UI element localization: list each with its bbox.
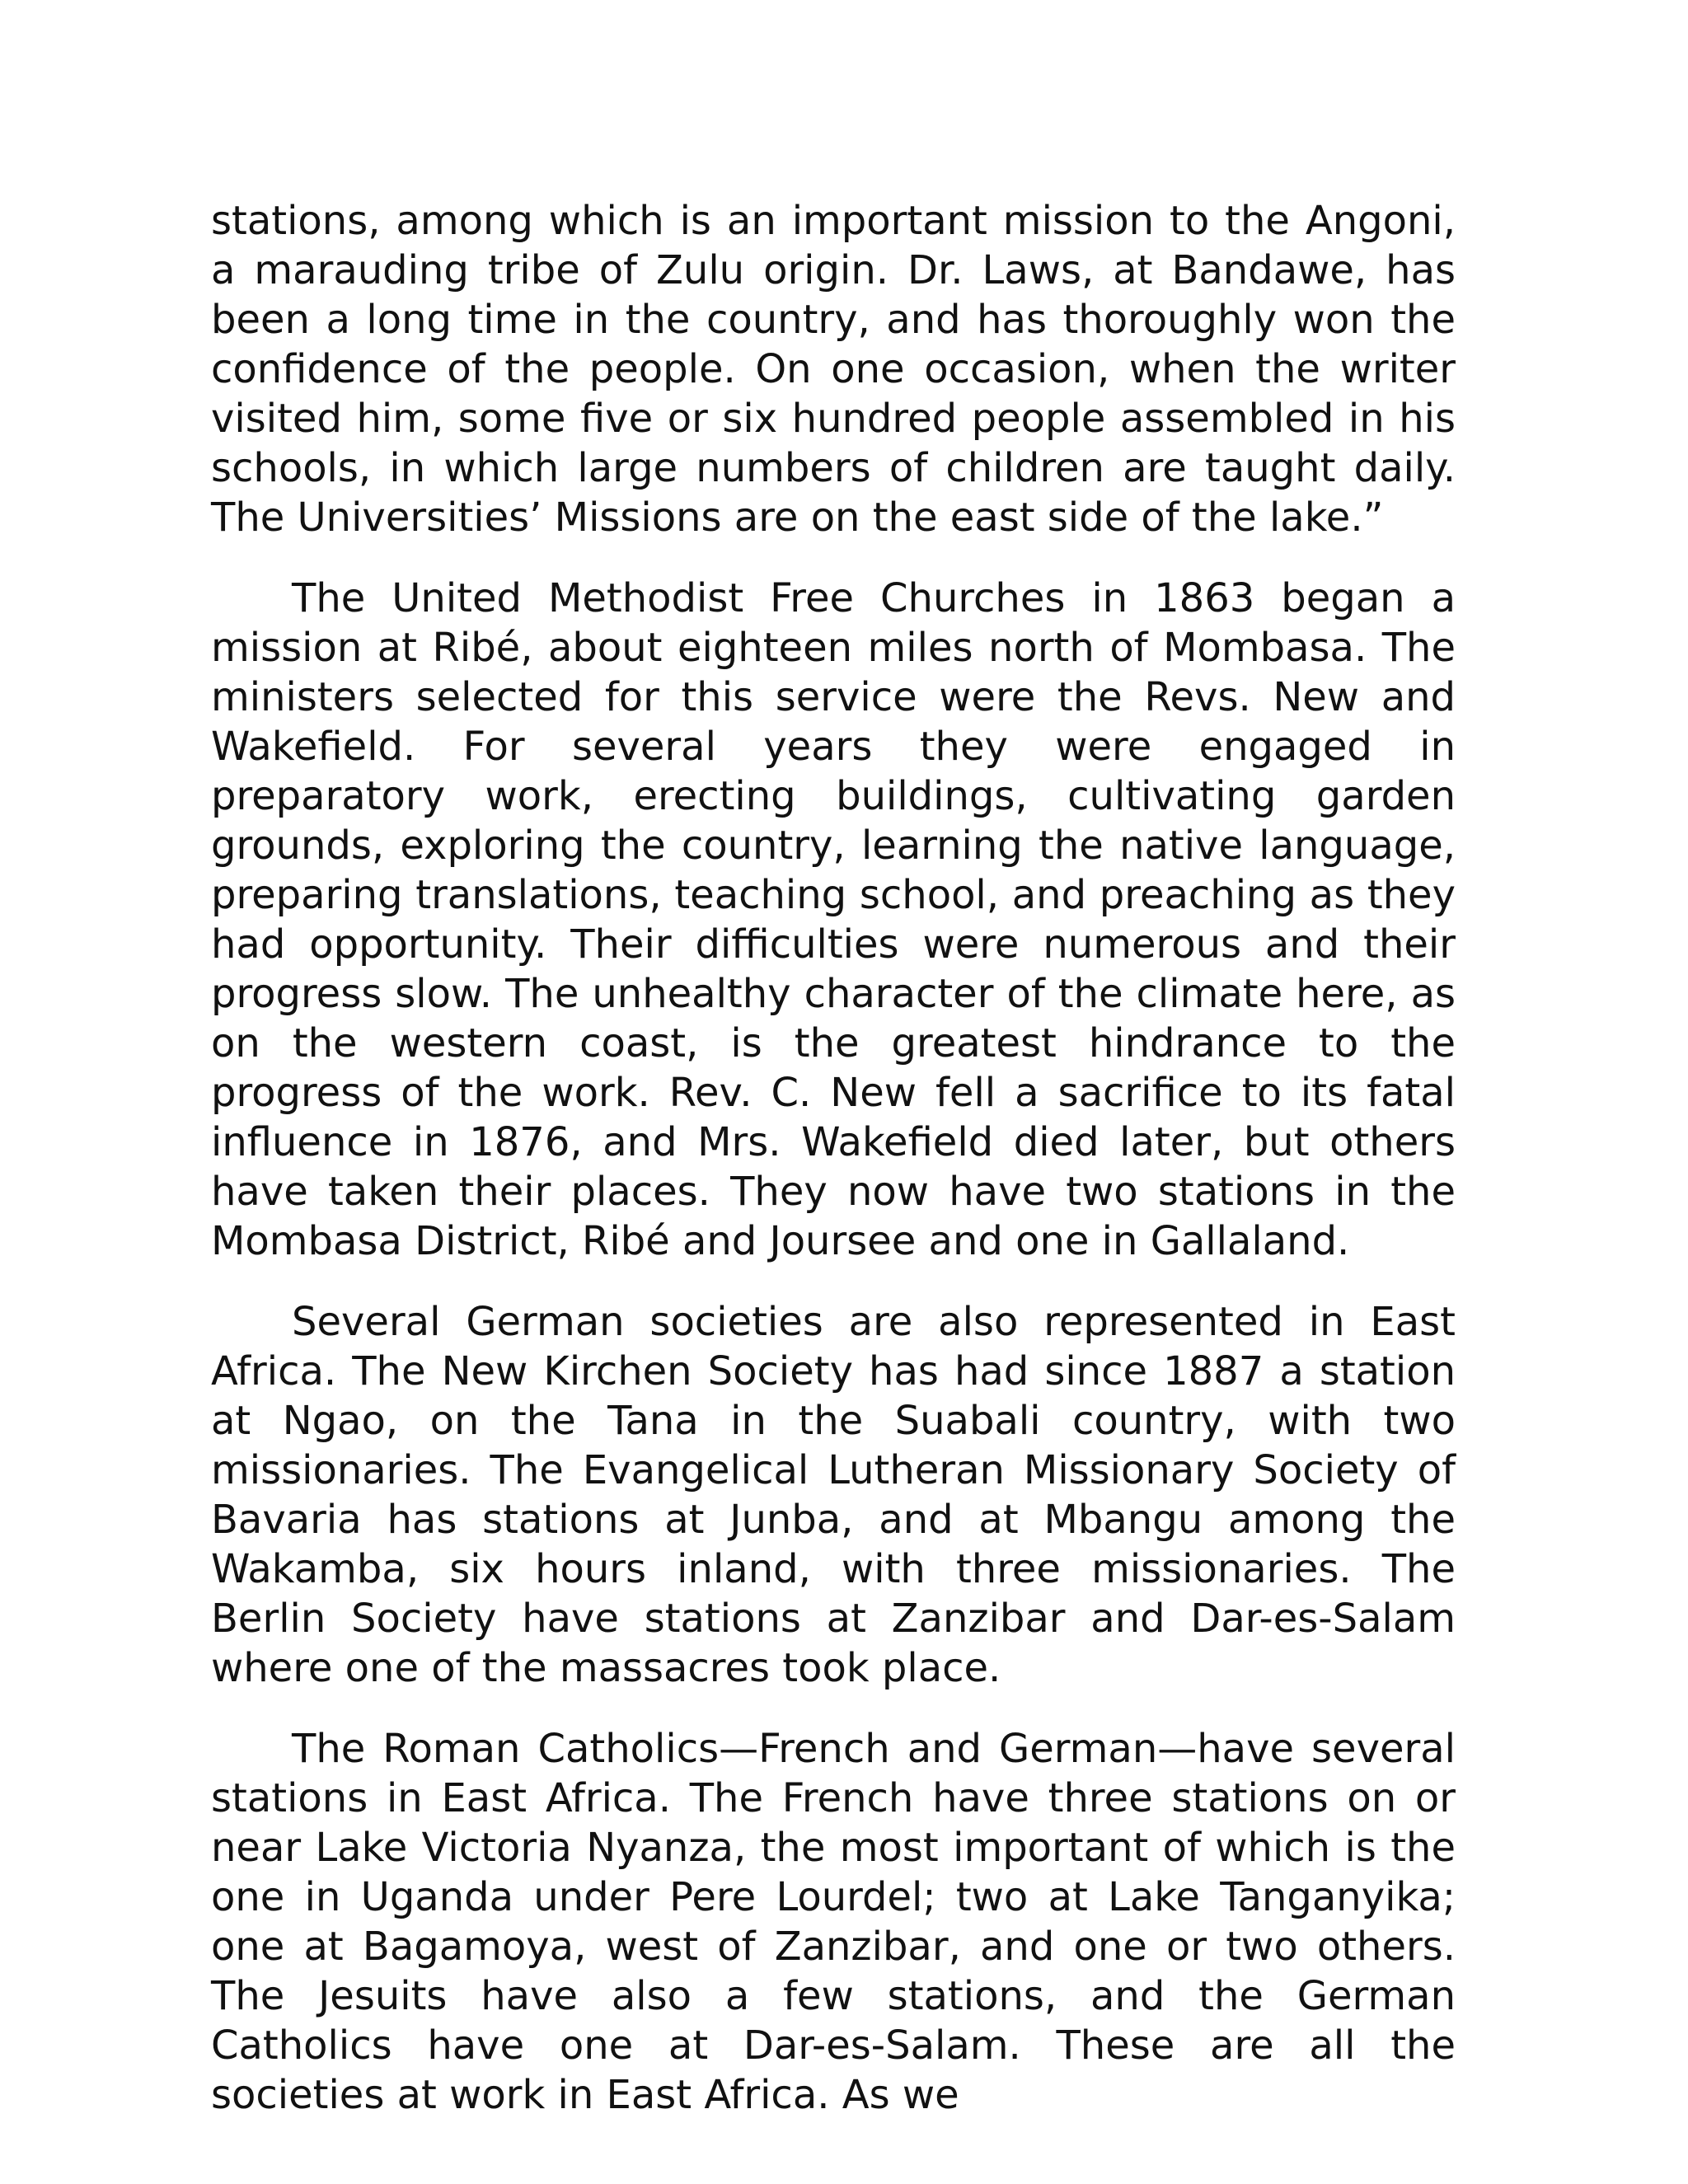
paragraph-4: The Roman Catholics—French and German—have several stations in East Africa. The French have three stations on or near Lake Victoria Nyanza, the most important of which is the one in Uganda under Pere Lourdel; two at Lake Tanganyika; one at Bagamoya, west of Zanzibar, and one or two others. The Jesuits have also a few stations, and the German Catholics have one at Dar-es-Salam. These are all the societies at work in East Africa. As we xyxy=(211,1726,1456,2118)
paragraph-3: Several German societies are also represented in East Africa. The New Kirchen Society has had since 1887 a station at Ngao, on the Tana in the Suabali country, with two missionaries. The Evangelical Lutheran Missionary Society of Bavaria has stations at Junba, and at Mbangu among the Wakamba, six hours inland, with three missionaries. The Berlin Society have stations at Zanzibar and Dar-es-Salam where one of the massacres took place. xyxy=(211,1299,1456,1691)
body-text xyxy=(211,196,1456,2120)
paragraph-1: stations, among which is an important mission to the Angoni, a marauding tribe of Zulu origin. Dr. Laws, at Bandawe, has been a long time in the country, and has thoroughly won the confidence of the people. On one occasion, when the writer visited him, some five or six hundred people assembled in his schools, in which large numbers of children are taught daily. The Universities’ Missions are on the east side of the lake.” xyxy=(211,198,1456,541)
paragraph-2: The United Methodist Free Churches in 1863 began a mission at Ribé, about eighteen miles north of Mombasa. The ministers selected for this service were the Revs. New and Wakefield. For several years they were engaged in preparatory work, erecting buildings, cultivating garden grounds, exploring the country, learning the native language, preparing translations, teaching school, and preaching as they had opportunity. Their difficulties were numerous and their progress slow. The unhealthy character of the climate here, as on the western coast, is the greatest hindrance to the progress of the work. Rev. C. New fell a sacrifice to its fatal influence in 1876, and Mrs. Wakefield died later, but others have taken their places. They now have two stations in the Mombasa District, Ribé and Joursee and one in Gallaland. xyxy=(211,575,1456,1264)
